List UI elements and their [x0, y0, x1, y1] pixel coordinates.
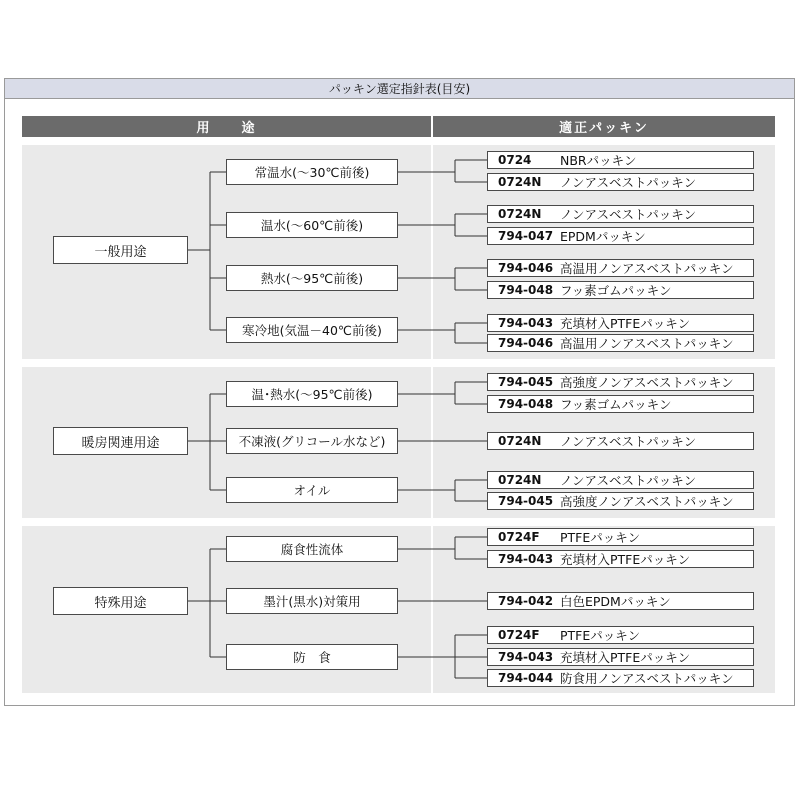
packing-item: [487, 205, 754, 223]
packing-code: 794-043: [498, 316, 554, 330]
group-label: 一般用途: [53, 236, 188, 264]
packing-item: [487, 259, 754, 277]
packing-code: 794-046: [498, 261, 554, 275]
packing-item: [487, 314, 754, 332]
use-label: 常温水(～30℃前後): [226, 159, 398, 185]
use-label: オイル: [226, 477, 398, 503]
packing-name: PTFEパッキン: [560, 530, 641, 545]
packing-item: [487, 432, 754, 450]
packing-item: [487, 492, 754, 510]
packing-name: ノンアスベストパッキン: [560, 207, 697, 222]
header-packing: 適正パッキン: [433, 116, 775, 137]
packing-name: 高強度ノンアスベストパッキン: [560, 375, 734, 390]
use-label: 温水(～60℃前後): [226, 212, 398, 238]
packing-code: 794-044: [498, 671, 554, 685]
use-label: 腐食性流体: [226, 536, 398, 562]
packing-code: 794-043: [498, 552, 554, 566]
packing-code: 0724F: [498, 530, 540, 544]
packing-item: [487, 528, 754, 546]
packing-item: [487, 395, 754, 413]
packing-code: 794-045: [498, 375, 554, 389]
packing-item: [487, 173, 754, 191]
packing-name: ノンアスベストパッキン: [560, 473, 697, 488]
packing-item: [487, 550, 754, 568]
group-label: 特殊用途: [53, 587, 188, 615]
packing-item: [487, 281, 754, 299]
packing-code: 0724N: [498, 207, 542, 221]
packing-name: 白色EPDMパッキン: [560, 594, 671, 609]
packing-code: 0724: [498, 153, 532, 167]
packing-name: 防食用ノンアスベストパッキン: [560, 671, 734, 686]
packing-item: [487, 151, 754, 169]
use-label: 温･熱水(～95℃前後): [226, 381, 398, 407]
packing-name: 高温用ノンアスベストパッキン: [560, 261, 734, 276]
packing-item: [487, 227, 754, 245]
packing-item: [487, 471, 754, 489]
packing-name: ノンアスベストパッキン: [560, 434, 697, 449]
use-label: 防 食: [226, 644, 398, 670]
packing-code: 0724N: [498, 175, 542, 189]
packing-code: 794-046: [498, 336, 554, 350]
packing-name: 高強度ノンアスベストパッキン: [560, 494, 734, 509]
packing-code: 794-042: [498, 594, 554, 608]
packing-name: 充填材入PTFEパッキン: [560, 650, 691, 665]
use-label: 不凍液(グリコール水など): [226, 428, 398, 454]
packing-name: 充填材入PTFEパッキン: [560, 552, 691, 567]
packing-code: 794-045: [498, 494, 554, 508]
packing-item: [487, 669, 754, 687]
packing-code: 794-048: [498, 283, 554, 297]
use-label: 寒冷地(気温－40℃前後): [226, 317, 398, 343]
header-use: 用 途: [22, 116, 431, 137]
packing-item: [487, 626, 754, 644]
packing-item: [487, 648, 754, 666]
table-title: パッキン選定指針表(目安): [5, 79, 794, 99]
column-divider: [431, 111, 433, 693]
packing-code: 0724N: [498, 473, 542, 487]
packing-name: 高温用ノンアスベストパッキン: [560, 336, 734, 351]
packing-name: ノンアスベストパッキン: [560, 175, 697, 190]
use-label: 熱水(～95℃前後): [226, 265, 398, 291]
packing-name: NBRパッキン: [560, 153, 637, 168]
packing-item: [487, 334, 754, 352]
packing-code: 794-047: [498, 229, 554, 243]
packing-name: フッ素ゴムパッキン: [560, 397, 672, 412]
packing-code: 0724F: [498, 628, 540, 642]
packing-code: 794-043: [498, 650, 554, 664]
packing-name: 充填材入PTFEパッキン: [560, 316, 691, 331]
packing-name: EPDMパッキン: [560, 229, 646, 244]
packing-name: PTFEパッキン: [560, 628, 641, 643]
group-label: 暖房関連用途: [53, 427, 188, 455]
packing-name: フッ素ゴムパッキン: [560, 283, 672, 298]
use-label: 墨汁(黒水)対策用: [226, 588, 398, 614]
packing-code: 794-048: [498, 397, 554, 411]
packing-code: 0724N: [498, 434, 542, 448]
packing-item: [487, 373, 754, 391]
packing-item: [487, 592, 754, 610]
